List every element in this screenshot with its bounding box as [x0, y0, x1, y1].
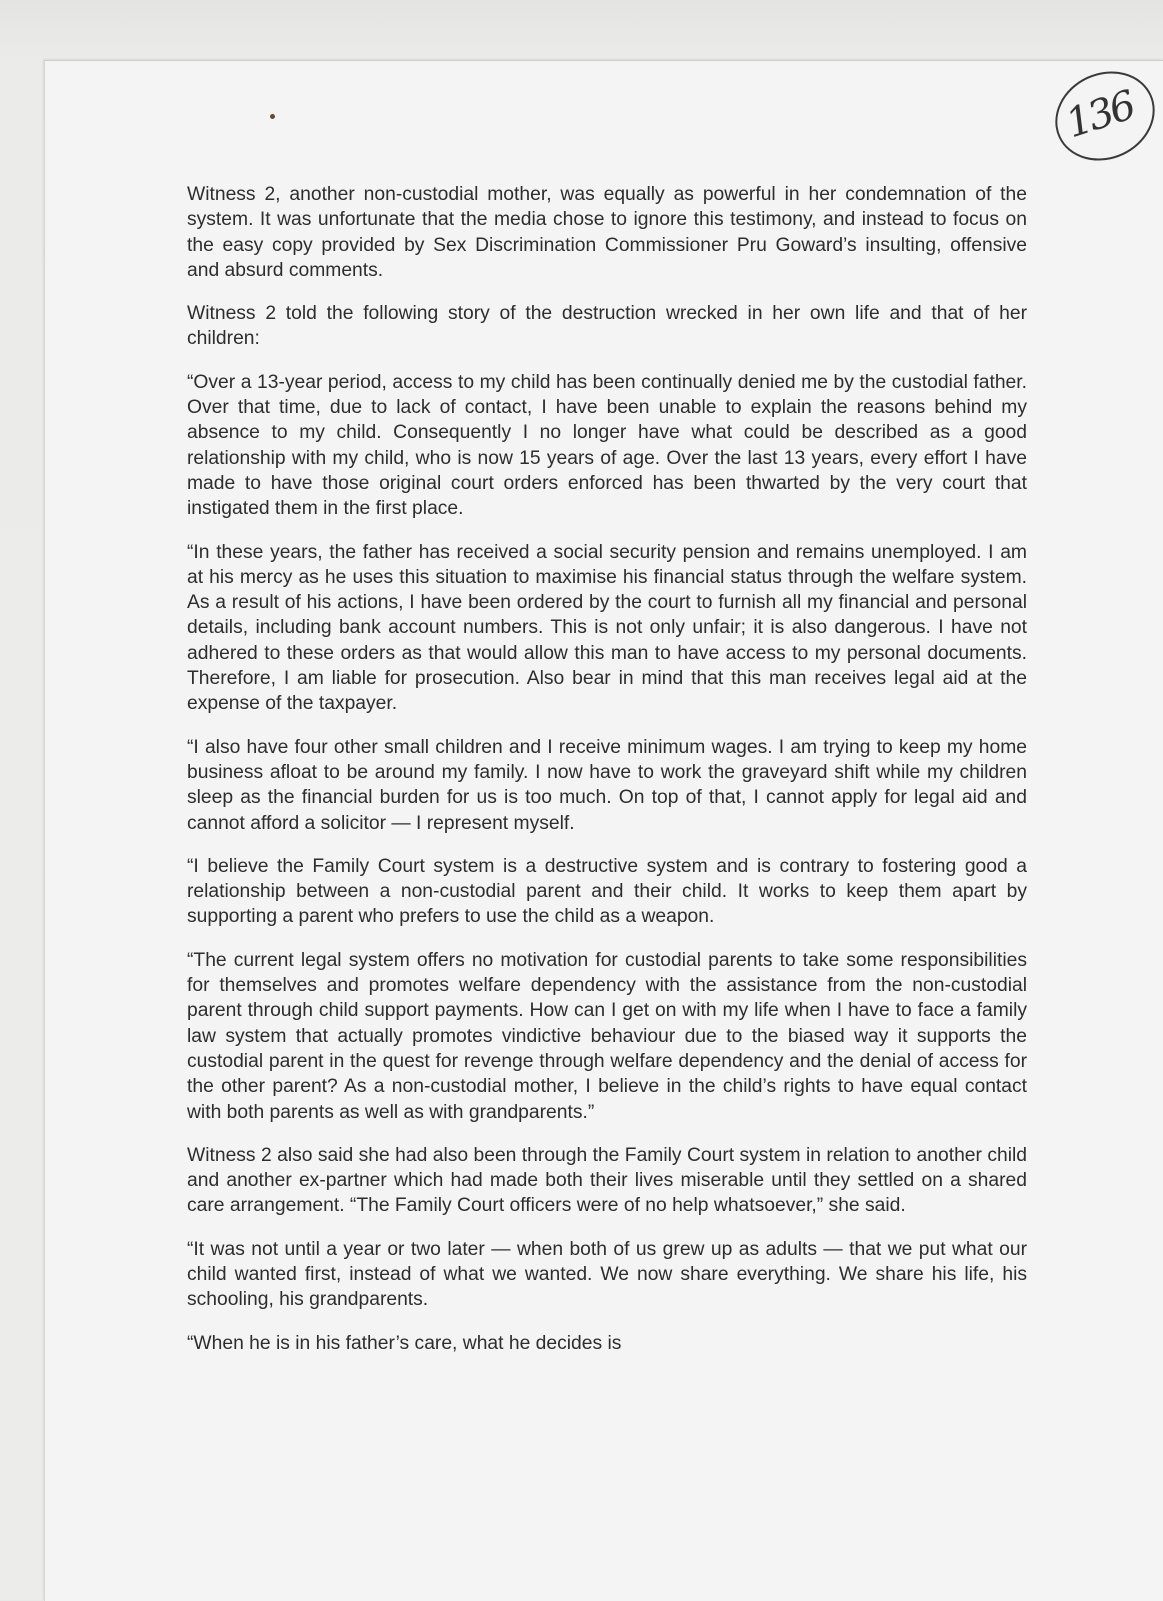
- document-text: [187, 182, 1027, 1374]
- ink-speck: [270, 114, 275, 119]
- paragraph: Witness 2 also said she had also been through the Family Court system in relation to another child and another ex-partner which had made both their lives miserable until they settled on a shared care arrangement. “The Family Court officers were of no help whatsoever,” she said.: [187, 1144, 1027, 1217]
- paragraph: “Over a 13-year period, access to my child has been continually denied me by the custodial father. Over that time, due to lack of contact, I have been unable to explain the reasons behind my absence to my child. Consequently I no longer have what could be described as a good relationship with my child, who is now 15 years of age. Over the last 13 years, every effort I have made to have those original court orders enforced has been thwarted by the very court that instigated them in the first place.: [187, 371, 1027, 520]
- paragraph: Witness 2 told the following story of the destruction wrecked in her own life and that of her children:: [187, 303, 1027, 350]
- paragraph: “In these years, the father has received a social security pension and remains unemployed. I am at his mercy as he uses this situation to maximise his financial status through the welfare system. As a result of his actions, I have been ordered by the court to furnish all my financial and personal details, including bank account numbers. This is not only unfair; it is also dangerous. I have not adhered to these orders as that would allow this man to have access to my personal documents. Therefore, I am liable for prosecution. Also bear in mind that this man receives legal aid at the expense of the taxpayer.: [187, 541, 1027, 715]
- handwritten-page-number: 136: [1060, 82, 1139, 148]
- paragraph: “I believe the Family Court system is a destructive system and is contrary to fostering good a relationship between a non-custodial parent and their child. It works to keep them apart by supporting a parent who prefers to use the child as a weapon.: [187, 855, 1027, 928]
- paragraph: “The current legal system offers no motivation for custodial parents to take some responsibilities for themselves and promotes welfare dependency with the assistance from the non-custodial parent through child support payments. How can I get on with my life when I have to face a family law system that actually promotes vindictive behaviour due to the biased way it supports the custodial parent in the quest for revenge through welfare dependency and the denial of access for the other parent? As a non-custodial mother, I believe in the child’s rights to have equal contact with both parents as well as with grandparents.”: [187, 949, 1027, 1123]
- paragraph: Witness 2, another non-custodial mother, was equally as powerful in her condemnation of the system. It was unfortunate that the media chose to ignore this testimony, and instead to focus on the easy copy provided by Sex Discrimination Commissioner Pru Goward’s insulting, offensive and absurd comments.: [187, 184, 1027, 281]
- paragraph: “I also have four other small children and I receive minimum wages. I am trying to keep my home business afloat to be around my family. I now have to work the graveyard shift while my children sleep as the financial burden for us is too much. On top of that, I cannot apply for legal aid and cannot afford a solicitor — I represent myself.: [187, 736, 1027, 834]
- paragraph: “It was not until a year or two later — when both of us grew up as adults — that we put what our child wanted first, instead of what we wanted. We now share everything. We share his life, his schooling, his grandparents.: [187, 1238, 1027, 1311]
- paragraph: “When he is in his father’s care, what he decides is: [187, 1332, 622, 1354]
